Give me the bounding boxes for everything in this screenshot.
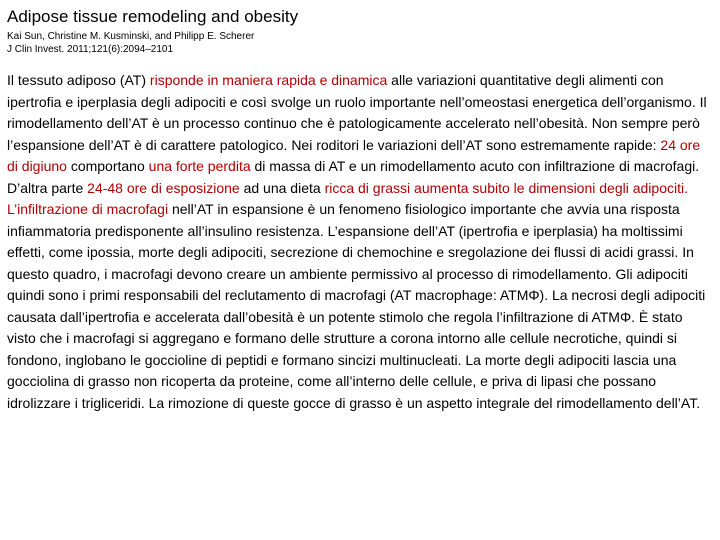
body-text-5: ad una dieta	[239, 179, 325, 196]
body-text-4: di massa di AT e un rimodellamento acuto con infiltrazione di macrofagi. D’altra parte	[7, 158, 700, 196]
body-text-3: comportano	[66, 158, 149, 174]
citation-authors: Kai Sun, Christine M. Kusminski, and Philipp E. Scherer	[7, 31, 255, 42]
highlight-fat-diet: ricca di grassi aumenta subito le dimensioni degli adipociti. L’infiltrazione di macrofagi	[7, 179, 688, 217]
body-paragraph	[7, 70, 711, 414]
highlight-exposure: 24-48 ore di esposizione	[87, 179, 240, 196]
citation-journal: J Clin Invest. 2011;121(6):2094–2101	[7, 44, 174, 55]
highlight-rapid-response: risponde in maniera rapida e dinamica	[149, 72, 388, 88]
citation	[7, 30, 254, 56]
body-text-2: alle variazioni quantitative degli alimenti con ipertrofia e iperplasia degli adipociti e così svolge un ruolo importante nell’omeostasi energetica dell’organismo. Il rimodellamento dell’AT è un processo continuo che è patologicamente accelerato nell’obesità. Non sempre però l’espansione dell’AT è di carattere patologico. Nei roditori le variazioni dell’AT sono estremamente rapide:	[7, 72, 707, 153]
body-text-1: Il tessuto adiposo (AT)	[7, 72, 150, 88]
slide-title: Adipose tissue remodeling and obesity	[7, 7, 299, 26]
body-text-6: nell’AT in espansione è un fenomeno fisiologico importante che avvia una risposta infiammatoria predisponente all’insulino resistenza. L’espansione dell’AT (ipertrofia e iperplasia) ha moltissimi effetti, come ipossia, morte degli adipociti, secrezione di chemochine e sregolazione dei flussi di acidi grassi. In questo quadro, i macrofagi devono creare un ambiente permissivo al processo di rimodellamento. Gli adipociti quindi sono i primi responsabili del reclutamento di macrofagi (AT macrophage: ATMΦ). La necrosi degli adipociti causata dall’ipertrofia e accelerata dall’obesità è un potente stimolo che regola l’infiltrazione di ATMΦ. È stato visto che i macrofagi si aggregano e formano delle strutture a corona intorno alle cellule necrotiche, quindi si fondono, inglobano le goccioline di peptidi e formano sincizi multinucleati. La morte degli adipociti lascia una gocciolina di grasso non ricoperta da proteine, come all’interno delle cellule, e priva di lipasi che possano idrolizzare i trigliceridi. La rimozione di queste gocce di grasso è un aspetto integrale del rimodellamento dell’AT.	[7, 201, 706, 411]
highlight-loss: una forte perdita	[148, 158, 251, 174]
highlight-fasting: 24 ore di digiuno	[7, 136, 701, 174]
